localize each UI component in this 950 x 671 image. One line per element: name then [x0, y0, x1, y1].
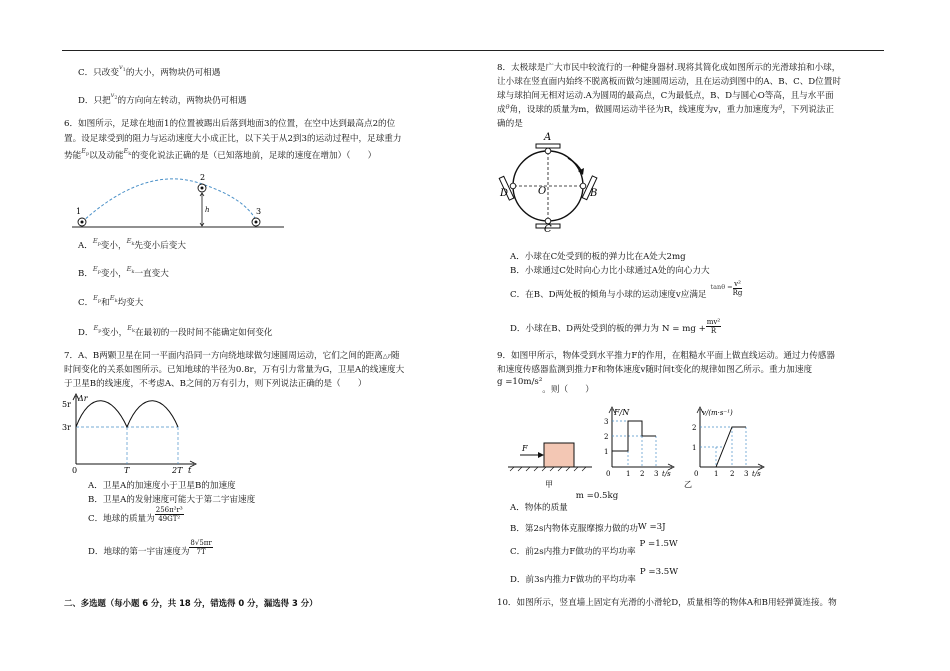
svg-text:3: 3 — [604, 418, 609, 426]
q8-taiji-ball-figure — [498, 130, 608, 232]
svg-text:t/s: t/s — [752, 470, 761, 478]
q8-line4: 成$^\theta$角，设球的质量为m，做圆周运动半径为R，线速度为v，重力加速度为$^g$，下列说法正 — [497, 102, 834, 115]
svg-text:3: 3 — [744, 470, 749, 478]
svg-text:2: 2 — [692, 424, 697, 432]
q8-line5: 确的是 — [497, 119, 523, 129]
svg-text:A: A — [544, 132, 552, 143]
q7-option-a: A．卫星A的加速度小于卫星B的加速度 — [88, 481, 236, 491]
svg-text:2: 2 — [730, 470, 735, 478]
ball-a-icon — [545, 148, 551, 154]
q7-line3: 于卫星B的线速度，不考虑A、B之间的万有引力，则下列说法正确的是（ ） — [64, 379, 367, 389]
q6-option-b: B．$^{Ep}$变小，$^{Ek}$一直变大 — [78, 265, 169, 279]
svg-text:1: 1 — [626, 470, 631, 478]
rotation-arrow-icon — [568, 158, 582, 172]
svg-text:t/s: t/s — [662, 470, 671, 478]
svg-text:0: 0 — [72, 466, 78, 474]
ball-b-icon — [580, 183, 586, 189]
svg-text:0: 0 — [606, 470, 611, 478]
q9-figure-jia — [508, 443, 592, 489]
q9-force-graph — [604, 407, 674, 478]
svg-text:1: 1 — [692, 444, 697, 452]
svg-text:1: 1 — [604, 448, 609, 456]
q6-line1: 6．如图所示，足球在地面1的位置被踢出后落到地面3的位置，在空中达到最高点2的位 — [64, 119, 396, 129]
q10-line1: 10．如图所示，竖直墙上固定有光滑的小滑轮D，质量相等的物体A和B用轻弹簧连接。物 — [497, 598, 837, 608]
svg-text:F: F — [522, 444, 528, 453]
svg-text:O: O — [538, 186, 547, 197]
section-heading-multiple-choice: 二、多选题（每小题 6 分，共 18 分，错选得 0 分，漏选得 3 分） — [64, 598, 318, 608]
q9-line1: 9．如图甲所示，物体受到水平推力F的作用，在粗糙水平面上做直线运动。通过力传感器 — [497, 351, 835, 361]
q9-figures — [500, 405, 780, 490]
q9-line3: g =10m/s²。则（ ） — [497, 377, 594, 395]
svg-text:5r: 5r — [62, 400, 71, 409]
svg-text:D: D — [500, 188, 509, 199]
q6-line2: 置。设足球受到的阻力与运动速度大小成正比，以下关于从2到3的运动过程中，足球重力 — [64, 134, 402, 144]
q7-line1: 7．A、B两颗卫星在同一平面内沿同一方向绕地球做匀速圆周运动，它们之间的距离△r随 — [64, 351, 400, 361]
q5-option-d: D．只把$^{v2}$的方向向左转动，两物块仍可相遇 — [78, 91, 247, 106]
svg-text:C: C — [544, 224, 552, 232]
q6-football-figure — [66, 172, 288, 234]
label-2: 2 — [200, 173, 206, 182]
svg-text:甲: 甲 — [545, 480, 553, 489]
svg-text:2: 2 — [640, 470, 645, 478]
q8-option-d: D．小球在B、D两处受到的板的弹力为 N = mg + $\frac{\text{mv²}}{R}$ — [510, 318, 721, 335]
q7-option-b: B．卫星A的发射速度可能大于第二宇宙速度 — [88, 495, 256, 505]
q8-option-a: A．小球在C处受到的板的弹力比在A处大2mg — [510, 252, 686, 262]
q7-option-c: C．地球的质量为 $\frac{\text{256π²r³}}{\text{49GT²}}$ — [88, 506, 183, 524]
q7-line2: 时间变化的关系如图所示。已知地球的半径为0.8r，万有引力常量为G，卫星A的线速度大 — [64, 365, 405, 375]
trajectory-arc — [82, 179, 256, 222]
paddle-a — [536, 144, 560, 148]
svg-text:B: B — [590, 188, 598, 199]
label-h: h — [205, 206, 210, 214]
header-rule — [62, 50, 884, 51]
q8-option-b: B．小球通过C处时向心力比小球通过A处的向心力大 — [510, 266, 710, 276]
label-1: 1 — [76, 207, 82, 216]
distance-curve — [76, 401, 178, 427]
svg-text:3r: 3r — [62, 423, 71, 432]
q5-option-c: C．只改变$^{v1}$的大小，两物块仍可相遇 — [78, 63, 221, 78]
svg-text:0: 0 — [694, 470, 699, 478]
q8-line2: 让小球在竖直面内始终不脱离板而做匀速圆周运动，且在运动到图中的A、B、C、D位置时 — [497, 77, 841, 87]
block — [544, 443, 574, 467]
q6-option-c: C．$^{Ep}$和$^{Ek}$均变大 — [78, 294, 144, 308]
svg-text:F/N: F/N — [614, 408, 630, 417]
q9-option-c: C．前2s内推力F做功的平均功率P =1.5W — [510, 539, 678, 557]
q9-option-a: A．物体的质量m =0.5kg — [510, 491, 619, 513]
q9-option-b: B．第2s内物体克服摩擦力做的功W =3J — [510, 522, 666, 534]
svg-text:乙: 乙 — [684, 480, 692, 489]
svg-text:v/(m·s⁻¹): v/(m·s⁻¹) — [702, 409, 733, 417]
label-3: 3 — [256, 207, 262, 216]
q6-option-d: D．$^{Ep}$变小，$^{Ek}$在最初的一段时间不能确定如何变化 — [78, 324, 273, 338]
q7-distance-graph — [60, 392, 200, 474]
q7-option-d: D．地球的第一宇宙速度为 $\frac{8√5\pi r}{7T}$ — [88, 539, 212, 557]
q9-line2: 和速度传感器监测到推力F和物体速度v随时间t变化的规律如图乙所示。重力加速度 — [497, 365, 813, 375]
q6-option-a: A．$^{Ep}$变小，$^{Ek}$先变小后变大 — [78, 237, 186, 251]
svg-text:2T: 2T — [172, 466, 183, 474]
q8-line3: 球与球拍间无相对运动.A为圆周的最高点，C为最低点，B、D与圆心O等高，且与水平面 — [497, 91, 834, 101]
q6-line3: 势能$^{Ep}$以及动能$^{Ek}$的变化说法正确的是（已知落地前，足球的速度在增加）（ ） — [64, 147, 377, 161]
svg-text:2: 2 — [604, 433, 609, 441]
ball-d-icon — [510, 183, 516, 189]
svg-text:1: 1 — [714, 470, 719, 478]
q8-line1: 8．太极球是广大市民中较流行的一种健身器材.现将其简化成如图所示的光滑球拍和小球， — [497, 63, 841, 73]
svg-text:t: t — [188, 466, 192, 474]
svg-text:3: 3 — [654, 470, 659, 478]
svg-text:T: T — [124, 466, 130, 474]
q9-velocity-graph — [684, 407, 764, 489]
q9-option-d: D．前3s内推力F做功的平均功率P =3.5W — [510, 567, 679, 585]
q8-option-c: C．在B、D两处板的倾角与小球的运动速度v应满足$^{tan\theta =}$ $\frac{\text{v²}}{Rg}$ — [510, 280, 743, 300]
svg-text:Δr: Δr — [78, 394, 88, 403]
ball-c-icon — [545, 218, 551, 224]
